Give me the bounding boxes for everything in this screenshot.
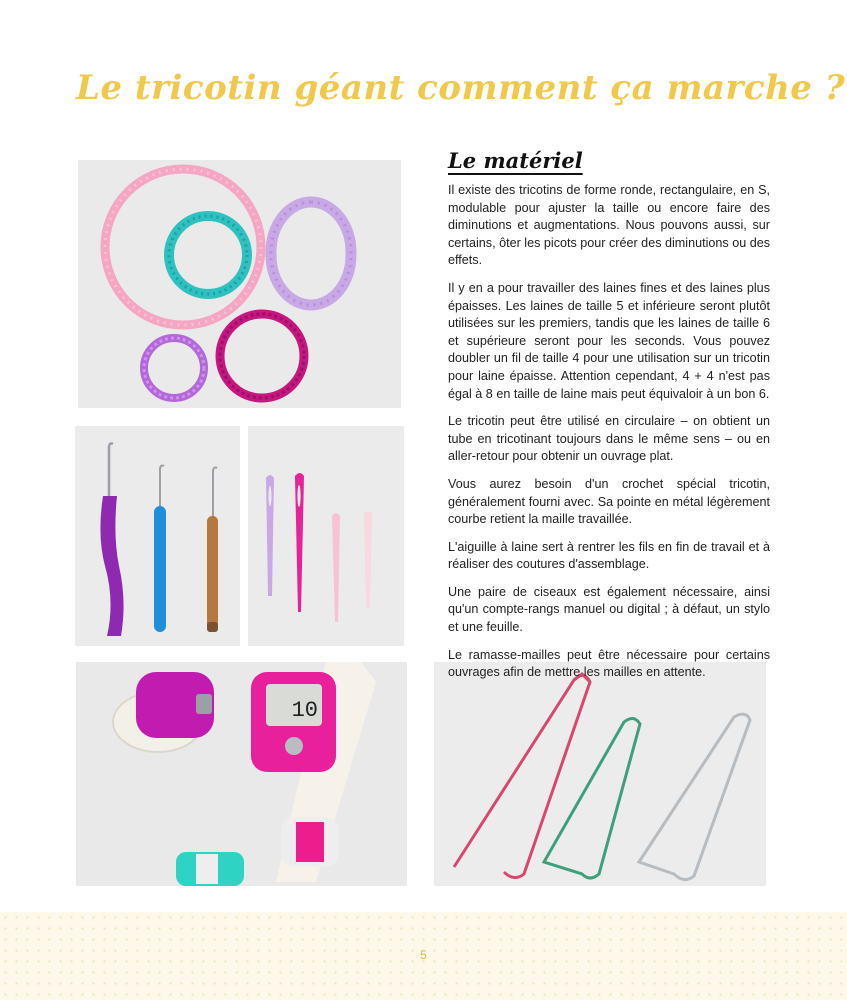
photo-knitting-looms: [78, 160, 401, 408]
page-title: Le tricotin géant comment ça marche ?: [76, 68, 846, 108]
paragraph: Il y en a pour travailler des laines fines et des laines plus épaisses. Les laines de taille 5 et inférieure seront plutôt utilisées sur les premiers, tandis que les laines de taille 6 et supérieure seront pour les seconds. Vous pouvez doubler un fil de taille 4 pour une utilisation sur un tricotin pour laine épaisse. Attention cependant, 4 + 4 n'est pas égal à 8 en taille de laine mais peut équivaloir à un bon 6.: [448, 280, 770, 401]
photo-crochet-hooks: [75, 426, 240, 646]
blue-hook: [154, 506, 166, 632]
wood-hook: [207, 516, 218, 632]
body-text: [448, 182, 770, 692]
paragraph: Vous aurez besoin d'un crochet spécial tricotin, généralement fourni avec. Sa pointe en métal légèrement courbe retient la maille travaillée.: [448, 476, 770, 527]
paragraph: Le tricotin peut être utilisé en circulaire – on obtient un tube en tricotinant toujours dans le même sens – ou en aller-retour pour obtenir un ouvrage plat.: [448, 414, 770, 464]
paragraph: Une paire de ciseaux est également nécessaire, ainsi qu'un compte-rangs manuel ou digital ; à défaut, un stylo et une feuille.: [448, 584, 770, 635]
counter-display: 10: [291, 698, 318, 723]
paragraph: Le ramasse-mailles peut être nécessaire pour certains ouvrages afin de mettre les mailles en attente.: [448, 647, 770, 680]
page-number: 5: [420, 948, 427, 962]
photo-stitch-holders: [434, 662, 766, 886]
section-heading: Le matériel: [448, 148, 583, 173]
paragraph: Il existe des tricotins de forme ronde, rectangulaire, en S, modulable pour ajuster la taille ou encore faire des diminutions et augmentations. Nous pouvons aussi, sur certains, ôter les picots pour créer des diminutions ou des effets.: [448, 183, 771, 268]
photo-yarn-needles: [248, 426, 404, 646]
photo-row-counters: [76, 662, 407, 886]
paragraph: L'aiguille à laine sert à rentrer les fils en fin de travail et à réaliser des coutures d'assemblage.: [448, 539, 770, 572]
